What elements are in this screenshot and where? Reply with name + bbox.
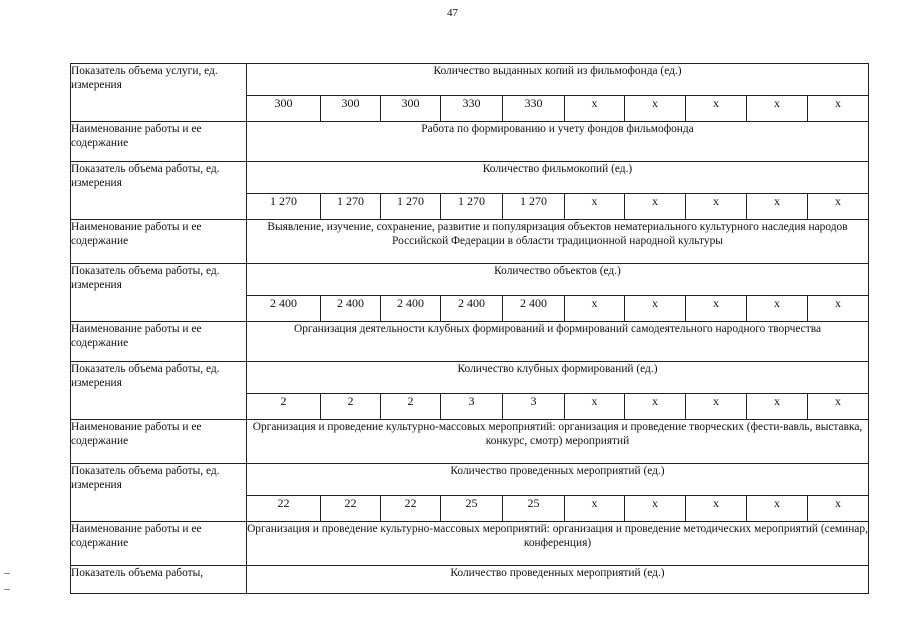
- value-cell: х: [747, 96, 808, 122]
- value-cell: х: [808, 296, 869, 322]
- value-cell: 2: [321, 394, 381, 420]
- value-cell: 22: [321, 496, 381, 522]
- work-label: Наименование работы и ее содержание: [71, 220, 247, 264]
- value-cell: х: [625, 194, 686, 220]
- work-row: [71, 122, 869, 162]
- indicator-header-row: [71, 264, 869, 296]
- value-cell: х: [625, 96, 686, 122]
- indicator-label: Показатель объема работы, ед. измерения: [71, 264, 247, 322]
- value-cell: 330: [441, 96, 503, 122]
- value-cell: х: [747, 496, 808, 522]
- work-row: [71, 522, 869, 566]
- value-cell: х: [565, 194, 625, 220]
- value-cell: 1 270: [321, 194, 381, 220]
- value-cell: х: [808, 496, 869, 522]
- value-cell: х: [565, 296, 625, 322]
- indicator-header-row: [71, 464, 869, 496]
- value-cell: 1 270: [441, 194, 503, 220]
- indicator-title: Количество клубных формирований (ед.): [247, 362, 869, 394]
- value-cell: 25: [503, 496, 565, 522]
- value-cell: 1 270: [247, 194, 321, 220]
- value-cell: х: [565, 394, 625, 420]
- value-cell: 2 400: [441, 296, 503, 322]
- value-cell: 3: [503, 394, 565, 420]
- value-cell: х: [686, 496, 747, 522]
- value-cell: х: [625, 296, 686, 322]
- indicator-header-row: [71, 64, 869, 96]
- value-cell: х: [686, 394, 747, 420]
- value-cell: 1 270: [381, 194, 441, 220]
- value-cell: х: [565, 496, 625, 522]
- value-cell: х: [808, 194, 869, 220]
- value-cell: 330: [503, 96, 565, 122]
- work-row: [71, 220, 869, 264]
- value-cell: 300: [321, 96, 381, 122]
- work-title: Работа по формированию и учету фондов фильмофонда: [247, 122, 869, 162]
- page-number: 47: [447, 7, 458, 19]
- indicator-title: Количество объектов (ед.): [247, 264, 869, 296]
- value-cell: 2: [381, 394, 441, 420]
- value-cell: х: [625, 496, 686, 522]
- indicator-label: Показатель объема работы, ед. измерения: [71, 362, 247, 420]
- value-cell: 2 400: [321, 296, 381, 322]
- value-cell: 300: [381, 96, 441, 122]
- work-label: Наименование работы и ее содержание: [71, 122, 247, 162]
- margin-mark: [4, 573, 10, 574]
- indicator-label: Показатель объема работы, ед. измерения: [71, 464, 247, 522]
- value-cell: х: [686, 194, 747, 220]
- margin-mark: [4, 589, 10, 590]
- work-row: [71, 322, 869, 362]
- indicator-label: Показатель объема услуги, ед. измерения: [71, 64, 247, 122]
- value-cell: 22: [247, 496, 321, 522]
- work-title: Организация деятельности клубных формирований и формирований самодеятельного народного творчества: [247, 322, 869, 362]
- value-cell: 25: [441, 496, 503, 522]
- value-cell: х: [686, 96, 747, 122]
- value-cell: х: [808, 96, 869, 122]
- value-cell: х: [625, 394, 686, 420]
- value-cell: 2 400: [247, 296, 321, 322]
- work-label: Наименование работы и ее содержание: [71, 322, 247, 362]
- indicator-header-row: [71, 362, 869, 394]
- services-table: [70, 63, 869, 594]
- indicator-label: Показатель объема работы,: [71, 566, 247, 594]
- indicator-title: Количество фильмокопий (ед.): [247, 162, 869, 194]
- value-cell: 3: [441, 394, 503, 420]
- value-cell: 2 400: [503, 296, 565, 322]
- work-title: Выявление, изучение, сохранение, развитие и популяризация объектов нематериального культурного наследия народов Российской Федерации в области традиционной народной культуры: [247, 220, 869, 264]
- value-cell: х: [686, 296, 747, 322]
- work-title: Организация и проведение культурно-массовых мероприятий: организация и проведение методических мероприятий (семинар, конференция): [247, 522, 869, 566]
- indicator-title: Количество выданных копий из фильмофонда (ед.): [247, 64, 869, 96]
- value-cell: х: [565, 96, 625, 122]
- value-cell: х: [747, 194, 808, 220]
- value-cell: х: [747, 296, 808, 322]
- value-cell: 22: [381, 496, 441, 522]
- value-cell: 2: [247, 394, 321, 420]
- work-label: Наименование работы и ее содержание: [71, 522, 247, 566]
- indicator-label: Показатель объема работы, ед. измерения: [71, 162, 247, 220]
- work-label: Наименование работы и ее содержание: [71, 420, 247, 464]
- value-cell: х: [808, 394, 869, 420]
- indicator-header-row: [71, 566, 869, 594]
- indicator-header-row: [71, 162, 869, 194]
- indicator-title: Количество проведенных мероприятий (ед.): [247, 464, 869, 496]
- value-cell: 300: [247, 96, 321, 122]
- work-title: Организация и проведение культурно-массовых мероприятий: организация и проведение творческих (фести-вавль, выставка, конкурс, смотр) мероприятий: [247, 420, 869, 464]
- value-cell: 2 400: [381, 296, 441, 322]
- value-cell: 1 270: [503, 194, 565, 220]
- value-cell: х: [747, 394, 808, 420]
- work-row: [71, 420, 869, 464]
- indicator-title: Количество проведенных мероприятий (ед.): [247, 566, 869, 594]
